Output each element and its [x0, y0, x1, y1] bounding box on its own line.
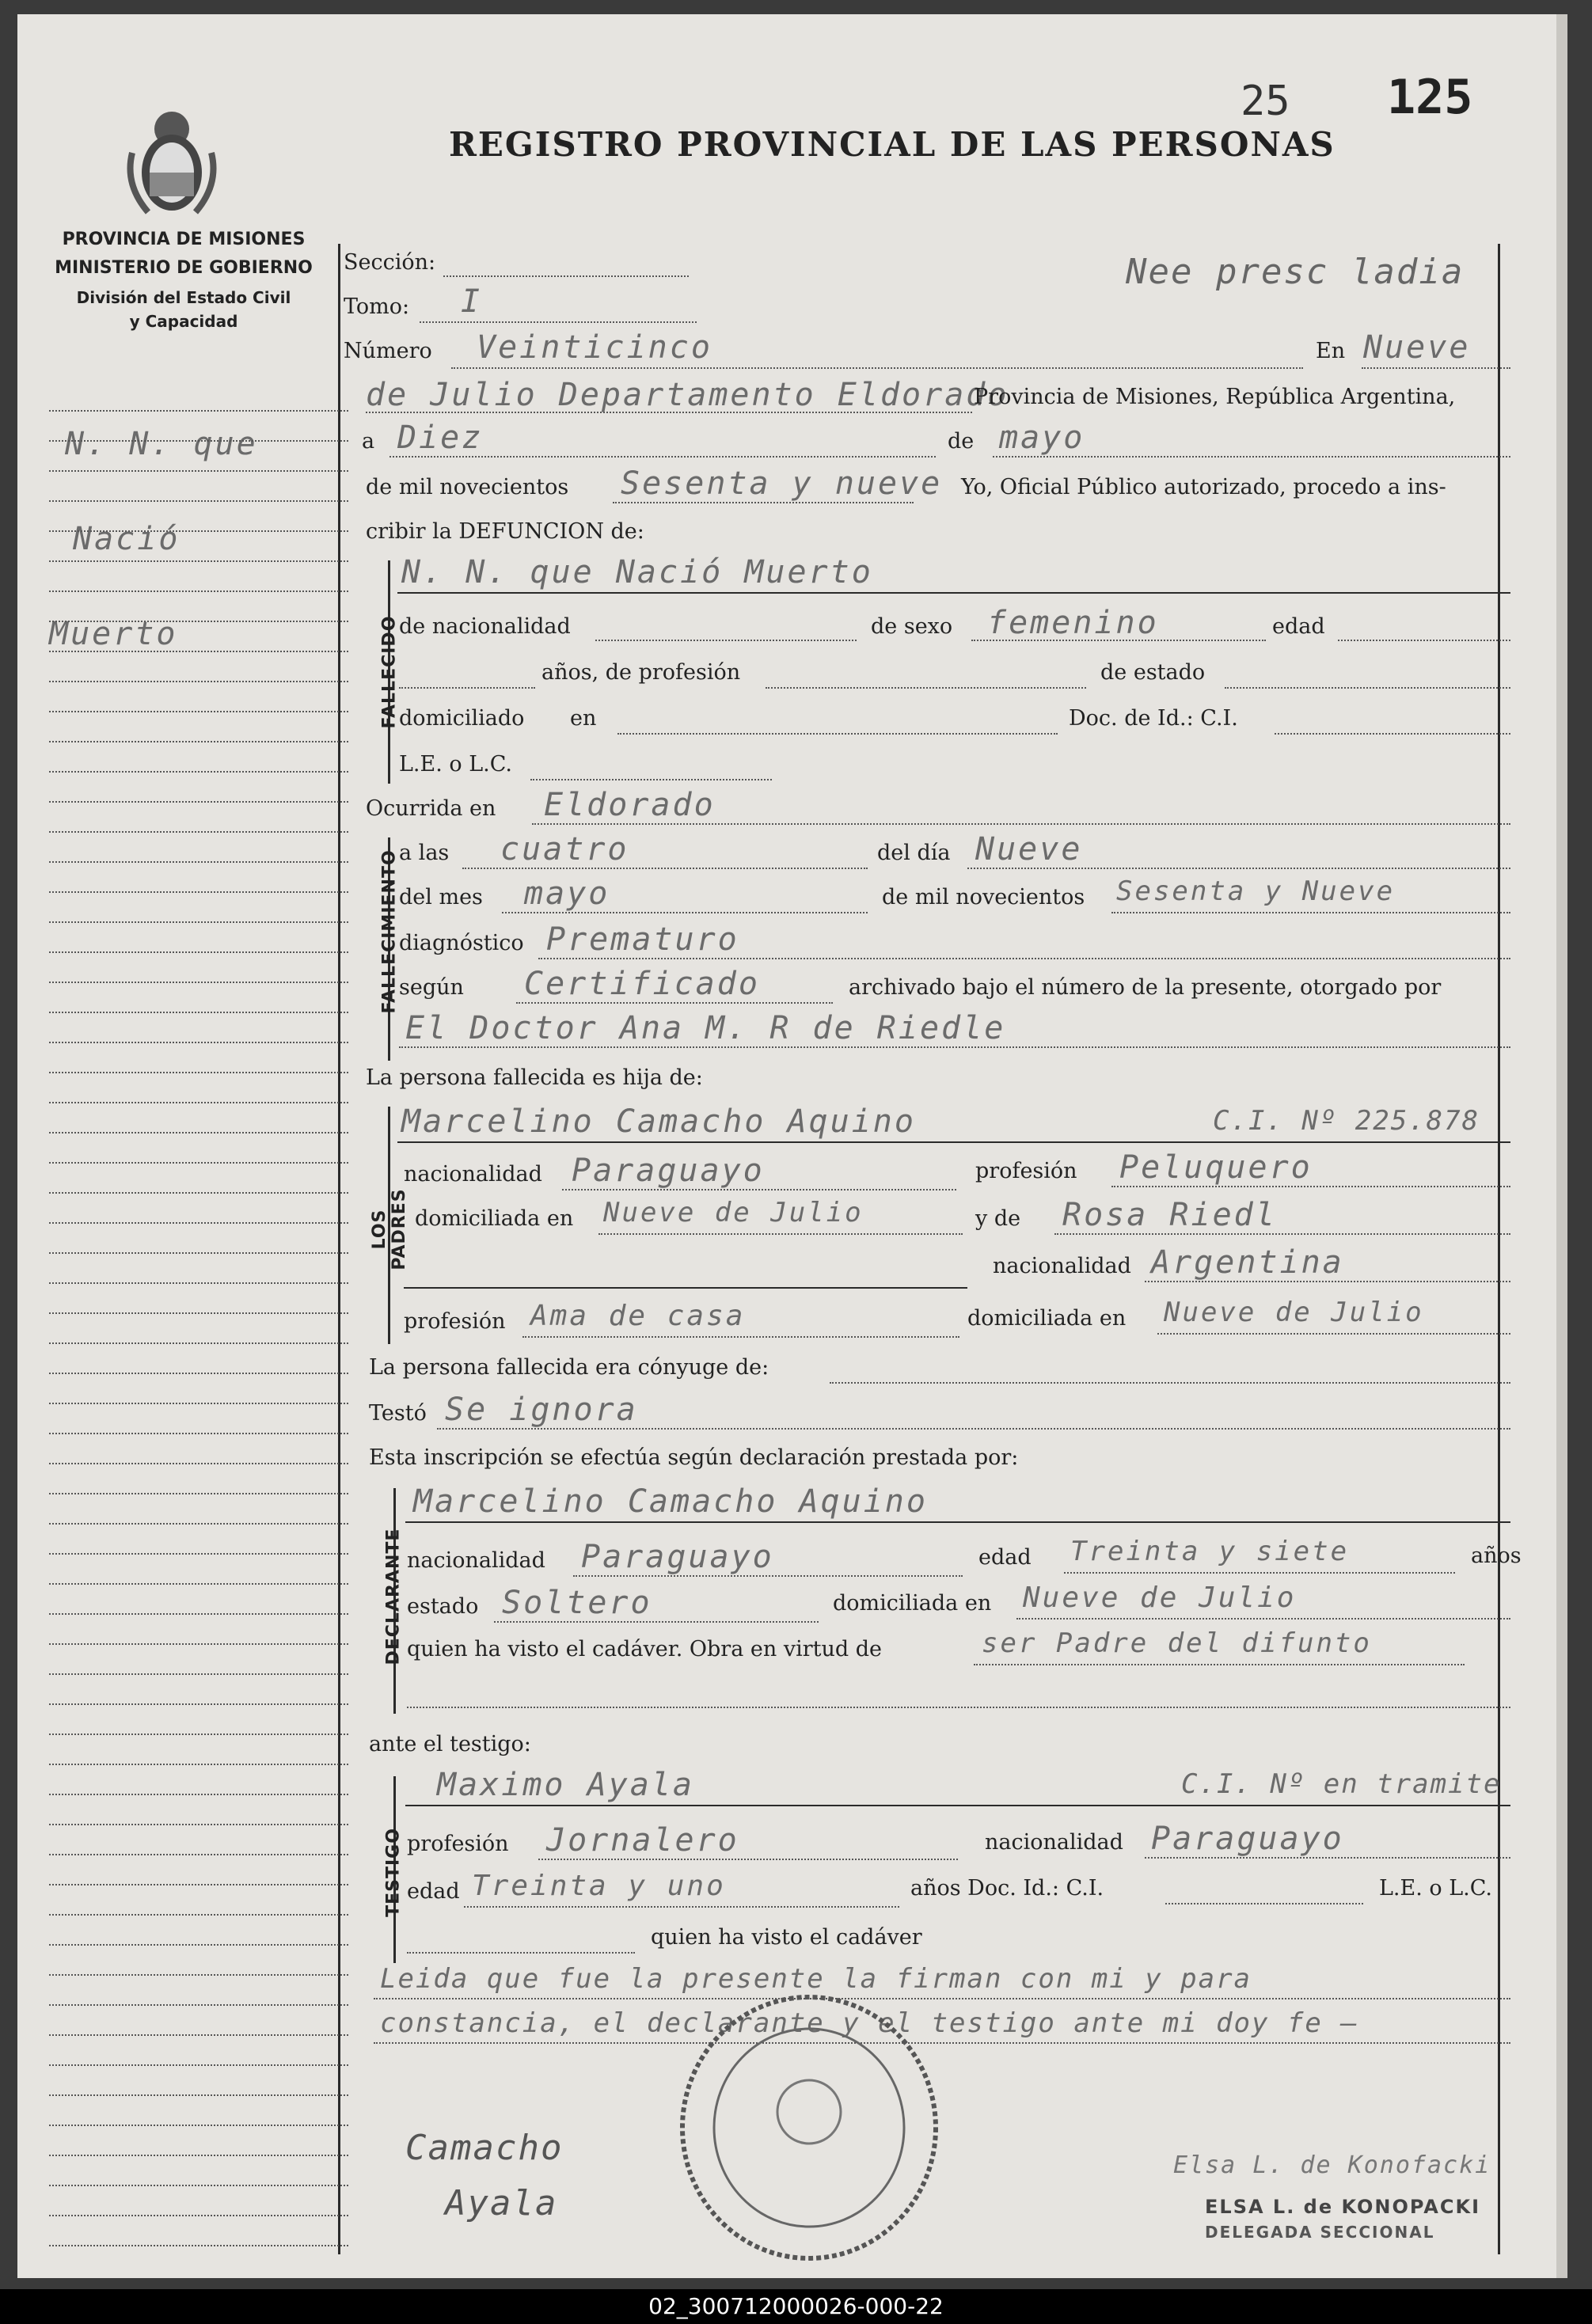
padre-prof-label: profesión [975, 1159, 1077, 1183]
margin-ruled-line [49, 1944, 348, 1946]
margin-ruled-line [49, 741, 348, 742]
tomo-label: Tomo: [344, 294, 410, 319]
testigo-anios-label: años Doc. Id.: C.I. [910, 1876, 1104, 1901]
margin-ruled-line [49, 1914, 348, 1916]
mes-field [993, 456, 1510, 458]
margin-ruled-line [49, 560, 348, 562]
anio-value: Sesenta y nueve [621, 465, 943, 502]
madre-value: Rosa Riedl [1062, 1197, 1277, 1233]
margin-ruled-line [49, 590, 348, 592]
dec-estado-field [494, 1621, 819, 1623]
signature-official: Elsa L. de Konofacki [1173, 2151, 1491, 2179]
anios-field [399, 687, 535, 689]
tomo-value: I [461, 283, 483, 320]
diagnostico-value: Prematuro [546, 921, 739, 958]
margin-ruled-line [49, 891, 348, 893]
margin-ruled-line [49, 1373, 348, 1374]
section-testigo: TESTIGO [383, 1828, 404, 1917]
anio-muerte-value: Sesenta y Nueve [1116, 875, 1396, 907]
segun-value: Certificado [524, 966, 760, 1002]
archivado-label: archivado bajo el número de la presente, otorgado por [849, 975, 1442, 1000]
margin-ruled-line [49, 2185, 348, 2186]
del-dia-label: del día [877, 841, 951, 865]
testigo-edad-label: edad [407, 1879, 460, 1904]
margin-ruled-line [49, 1824, 348, 1825]
margin-ruled-line [49, 1794, 348, 1795]
margin-ruled-line [49, 1734, 348, 1735]
segun-label: según [399, 975, 464, 1000]
margin-ruled-line [49, 1282, 348, 1284]
madre-nac-label: nacionalidad [993, 1254, 1131, 1278]
margin-ruled-line [49, 2125, 348, 2126]
section-padres: LOS PADRES [370, 1188, 409, 1270]
anio-muerte-field [1111, 912, 1510, 913]
hija-de-label: La persona fallecida es hija de: [366, 1065, 703, 1090]
diagnostico-label: diagnóstico [399, 931, 524, 955]
section-declarante: DECLARANTE [383, 1528, 404, 1665]
margin-ruled-line [49, 1613, 348, 1615]
dec-nac-field [573, 1575, 963, 1577]
oficial-label: Yo, Oficial Público autorizado, procedo a ins- [961, 475, 1446, 499]
line2-value: de Julio Departamento Eldorado [366, 377, 1009, 413]
testigo-edad-value: Treinta y uno [472, 1870, 726, 1902]
margin-divider [338, 244, 340, 2254]
padre-prof-value: Peluquero [1119, 1149, 1313, 1186]
margin-ruled-line [49, 1403, 348, 1404]
margin-ruled-line [49, 1433, 348, 1434]
margin-ruled-line [49, 2215, 348, 2216]
en-label: En [1316, 339, 1346, 363]
dec-dom-value: Nueve de Julio [1023, 1582, 1297, 1614]
domicilio-field [617, 733, 1058, 735]
madre-line-2 [404, 1287, 967, 1289]
segun-field [516, 1002, 833, 1004]
margin-ruled-line [49, 410, 348, 412]
page-title: REGISTRO PROVINCIAL DE LAS PERSONAS [449, 125, 1336, 164]
del-mes-label: del mes [399, 885, 483, 909]
margin-ruled-line [49, 651, 348, 652]
margin-note-3: Muerto [49, 616, 178, 652]
dec-edad-field [1064, 1572, 1455, 1574]
testigo-edad-field [464, 1906, 899, 1908]
mes-muerte-field [502, 912, 868, 913]
margin-ruled-line [49, 1312, 348, 1314]
domiciliada-en-label: domiciliada en [415, 1206, 574, 1231]
margin-ruled-line [49, 1102, 348, 1103]
provincia-label: Provincia de Misiones, República Argentina, [974, 385, 1456, 409]
province-label: PROVINCIA DE MISIONES [62, 230, 306, 249]
madre-nac-value: Argentina [1151, 1244, 1344, 1281]
conyuge-field [830, 1382, 1510, 1384]
signature-declarante: Camacho [405, 2128, 564, 2168]
margin-ruled-line [49, 2155, 348, 2156]
margin-ruled-line [49, 951, 348, 953]
leida-line-2: constancia, el declarante y el testigo ante mi doy fe — [380, 2007, 1358, 2039]
dec-dom-field [1016, 1618, 1510, 1620]
official-title: DELEGADA SECCIONAL [1205, 2223, 1435, 2242]
madre-dom-field [1157, 1333, 1510, 1335]
margin-ruled-line [49, 1012, 348, 1013]
margin-ruled-line [49, 831, 348, 833]
en-field [1362, 367, 1510, 369]
dec-edad-value: Treinta y siete [1070, 1536, 1350, 1567]
margin-ruled-line [49, 1042, 348, 1043]
testigo-value: Maximo Ayala [437, 1767, 694, 1803]
margin-ruled-line [49, 1493, 348, 1494]
margin-ruled-line [49, 921, 348, 923]
margin-ruled-line [49, 530, 348, 532]
de-mil-label: de mil novecientos [366, 475, 569, 499]
coat-of-arms-icon [124, 97, 219, 224]
margin-ruled-line [49, 1673, 348, 1675]
division-label-2: y Capacidad [129, 312, 238, 331]
testigo-prof-label: profesión [407, 1832, 509, 1856]
madre-nac-field [1145, 1281, 1510, 1282]
dia-muerte-field [967, 868, 1510, 869]
testo-field [437, 1428, 1510, 1430]
testigo-ci-value: C.I. Nº en tramite [1181, 1768, 1502, 1800]
numero-label: Número [344, 339, 432, 363]
anio-field [613, 502, 914, 503]
margin-ruled-line [49, 1974, 348, 1976]
margin-ruled-line [49, 1222, 348, 1224]
domiciliado-label: domiciliado [399, 706, 525, 731]
ocurrida-field [532, 823, 1510, 825]
margin-ruled-line [49, 1764, 348, 1765]
dec-quien-label: quien ha visto el cadáver. Obra en virtud de [407, 1637, 883, 1661]
diagnostico-field [538, 958, 1510, 959]
le-lc-label: L.E. o L.C. [399, 752, 513, 777]
margin-ruled-line [49, 861, 348, 863]
doctor-field [399, 1046, 1510, 1048]
page-number-1: 25 [1241, 78, 1290, 125]
margin-ruled-line [49, 1643, 348, 1645]
numero-field [451, 367, 1303, 369]
doctor-value: El Doctor Ana M. R de Riedle [405, 1010, 1006, 1046]
margin-ruled-line [49, 1553, 348, 1555]
dec-extra-field [407, 1707, 1510, 1708]
padre-nac-value: Paraguayo [572, 1153, 765, 1189]
a-las-label: a las [399, 841, 450, 865]
le-lc-field [530, 779, 772, 780]
footer-filename: 02_300712000026-000-22 [0, 2289, 1592, 2324]
seccion-field [443, 275, 689, 277]
margin-ruled-line [49, 771, 348, 773]
padre-value: Marcelino Camacho Aquino [401, 1103, 916, 1140]
dia-value: Diez [397, 420, 484, 456]
line2-field [366, 412, 972, 413]
margin-ruled-line [49, 1342, 348, 1344]
estado-label: de estado [1100, 660, 1206, 685]
margin-ruled-line [49, 1192, 348, 1194]
margin-ruled-line [49, 2004, 348, 2006]
margin-ruled-line [49, 470, 348, 472]
sexo-label: de sexo [871, 614, 953, 639]
signature-testigo: Ayala [445, 2183, 558, 2223]
dia-muerte-value: Nueve [975, 831, 1083, 868]
anios-prof-label: años, de profesión [541, 660, 741, 685]
margin-ruled-line [49, 681, 348, 682]
madre-dom-value: Nueve de Julio [1164, 1297, 1424, 1328]
dec-edad-label: edad [978, 1545, 1032, 1570]
margin-ruled-line [49, 1072, 348, 1073]
declarante-field [405, 1521, 1510, 1523]
edad-label: edad [1272, 614, 1325, 639]
margin-ruled-line [49, 1162, 348, 1164]
edad-field [1338, 640, 1510, 641]
padre-ci-value: C.I. Nº 225.878 [1213, 1105, 1480, 1137]
right-border [1498, 244, 1500, 2254]
ocurrida-label: Ocurrida en [366, 796, 496, 821]
de-label: de [948, 429, 975, 454]
doc-id-label: Doc. de Id.: C.I. [1069, 706, 1238, 731]
madre-field [1054, 1233, 1510, 1235]
sexo-field [971, 640, 1266, 641]
nacionalidad-field [595, 640, 857, 641]
dec-nac-value: Paraguayo [581, 1539, 774, 1575]
dia-field [389, 456, 936, 458]
dec-virtud-value: ser Padre del difunto [982, 1627, 1372, 1659]
division-label: División del Estado Civil [76, 288, 291, 307]
en-label-2: en [570, 706, 597, 731]
en-value: Nueve [1363, 329, 1471, 366]
margin-ruled-line [49, 1252, 348, 1254]
dec-estado-label: estado [407, 1594, 479, 1619]
numero-value: Veinticinco [477, 329, 712, 366]
margin-ruled-line [49, 500, 348, 502]
margin-ruled-line [49, 2094, 348, 2096]
page-number-2: 125 [1387, 70, 1473, 125]
margin-ruled-line [49, 621, 348, 622]
hora-field [462, 868, 868, 869]
margin-ruled-line [49, 1132, 348, 1134]
margin-ruled-line [49, 1583, 348, 1585]
seccion-label: Sección: [344, 250, 436, 275]
a-label: a [362, 429, 375, 454]
margin-note-1: N. N. que [65, 426, 258, 462]
nombre-value: N. N. que Nació Muerto [401, 554, 873, 590]
padre-nac-label: nacionalidad [404, 1162, 542, 1187]
nacionalidad-label: de nacionalidad [399, 614, 571, 639]
madre-prof-label: profesión [404, 1309, 506, 1334]
document-sheet [17, 14, 1567, 2278]
tomo-field [420, 321, 697, 323]
padre-dom-value: Nueve de Julio [603, 1197, 864, 1228]
dec-nac-label: nacionalidad [407, 1548, 545, 1573]
madre-prof-value: Ama de casa [530, 1300, 746, 1332]
y-de-label: y de [975, 1206, 1021, 1231]
testigo-quien-label: quien ha visto el cadáver [651, 1925, 922, 1950]
sexo-value: femenino [987, 605, 1159, 641]
ante-testigo-label: ante el testigo: [369, 1732, 531, 1756]
testigo-prof-value: Jornalero [546, 1822, 739, 1859]
dec-virtud-field [974, 1664, 1465, 1665]
official-name: ELSA L. de KONOPACKI [1205, 2196, 1480, 2218]
mes-value: mayo [999, 420, 1085, 456]
profesion-field [766, 687, 1086, 689]
testigo-prof-field [538, 1859, 958, 1860]
testigo-nac-value: Paraguayo [1151, 1821, 1344, 1857]
margin-ruled-line [49, 711, 348, 712]
padre-dom-field [598, 1233, 963, 1235]
testigo-nac-label: nacionalidad [985, 1830, 1123, 1855]
section-fallecido: FALLECIDO [379, 615, 400, 729]
ocurrida-value: Eldorado [544, 787, 716, 823]
leida-line-1: Leida que fue la presente la firman con mi y para [380, 1963, 1252, 1995]
margin-ruled-line [49, 801, 348, 803]
estado-field [1225, 687, 1510, 689]
margin-ruled-line [49, 2245, 348, 2246]
dec-anios-label: años [1471, 1544, 1522, 1568]
de-mil-2-label: de mil novecientos [882, 885, 1085, 909]
dec-dom-label: domiciliada en [833, 1591, 992, 1616]
testo-value: Se ignora [445, 1392, 638, 1428]
hora-value: cuatro [500, 831, 629, 868]
testigo-doc-field [1165, 1903, 1363, 1904]
dec-estado-value: Soltero [502, 1585, 652, 1621]
domiciliada-en-2-label: domiciliada en [967, 1306, 1127, 1331]
madre-prof-field [522, 1336, 959, 1338]
padre-field [397, 1141, 1510, 1143]
margin-note-2: Nació [73, 521, 180, 557]
padre-nac-field [562, 1189, 956, 1190]
padre-prof-field [1111, 1186, 1510, 1187]
inscribir-label: cribir la DEFUNCION de: [366, 519, 644, 544]
margin-ruled-line [49, 2034, 348, 2036]
doc-id-field [1275, 733, 1510, 735]
margin-ruled-line [49, 2064, 348, 2066]
section-fallecimiento: FALLECIMIENTO [379, 849, 400, 1014]
margin-ruled-line [49, 1703, 348, 1705]
inscripcion-label: Esta inscripción se efectúa según declaración prestada por: [369, 1445, 1019, 1470]
margin-ruled-line [49, 982, 348, 983]
stamp-top-right: Nee presc ladia [1126, 252, 1465, 292]
conyuge-label: La persona fallecida era cónyuge de: [369, 1355, 769, 1380]
margin-ruled-line [49, 1884, 348, 1885]
nombre-field [397, 592, 1510, 594]
margin-ruled-line [49, 1854, 348, 1855]
testigo-extra-field [407, 1952, 635, 1954]
declarante-value: Marcelino Camacho Aquino [413, 1483, 928, 1520]
testigo-le-label: L.E. o L.C. [1379, 1876, 1493, 1901]
mes-muerte-value: mayo [524, 875, 610, 912]
testigo-field [405, 1805, 1510, 1806]
testo-label: Testó [369, 1401, 427, 1426]
ministry-label: MINISTERIO DE GOBIERNO [55, 258, 313, 278]
margin-ruled-line [49, 1463, 348, 1464]
official-seal-icon [674, 1993, 944, 2262]
testigo-nac-field [1145, 1857, 1510, 1859]
margin-ruled-line [49, 1523, 348, 1525]
margin-ruled-line [49, 440, 348, 442]
